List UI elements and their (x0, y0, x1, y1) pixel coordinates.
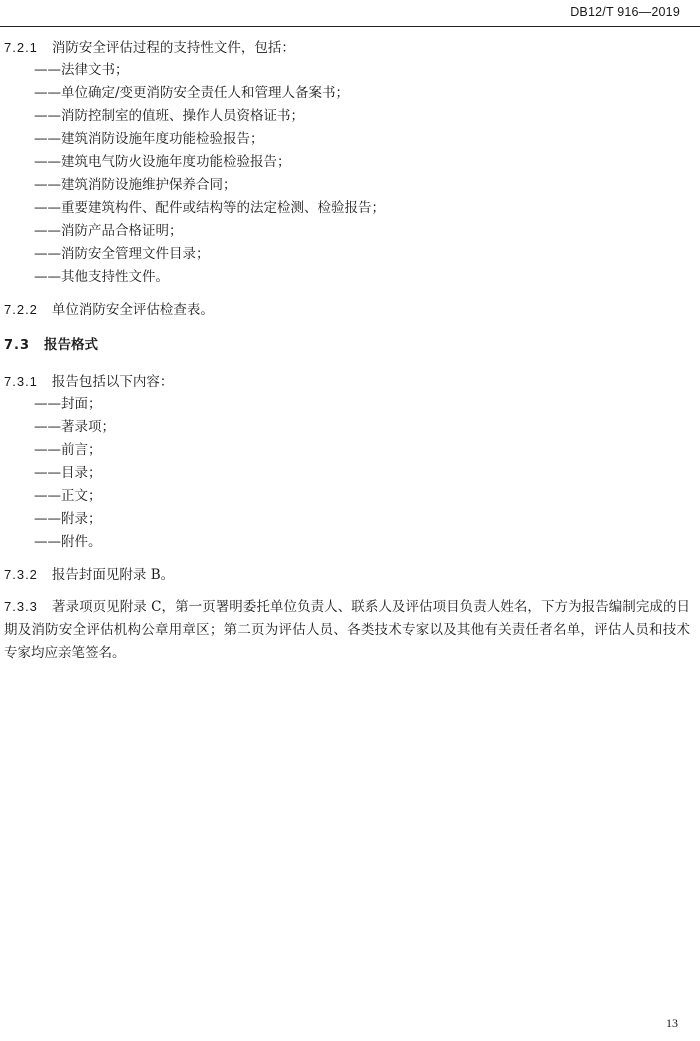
clause-number: 7.2.1 (4, 40, 38, 55)
list-item: ——消防控制室的值班、操作人员资格证书； (34, 108, 304, 124)
clause-number: 7.2.2 (4, 302, 38, 317)
clause-number: 7.3.1 (4, 374, 38, 389)
clause-text: 著录项页见附录 C，第一页署明委托单位负责人、联系人及评估项目负责人姓名，下方为报告编制完成的日期及消防安全评估机构公章用章区；第二页为评估人员、各类技术专家以及其他有关责任者名单，评估人员和技术专家均应亲笔签名。 (4, 599, 690, 661)
list-item: ——前言； (34, 442, 102, 458)
section-7-3-heading (4, 334, 690, 357)
section-number: 7.3 (4, 338, 31, 353)
clause-7-2-1 (4, 36, 690, 59)
clause-text: 报告封面见附录 B。 (51, 567, 175, 583)
clause-7-3-3 (4, 595, 690, 665)
clause-number: 7.3.2 (4, 567, 38, 582)
clause-number: 7.3.3 (4, 599, 38, 614)
list-item: ——其他支持性文件。 (34, 269, 169, 285)
header-divider (0, 26, 700, 27)
page-content (4, 36, 690, 665)
document-code-header: DB12/T 916—2019 (570, 5, 680, 19)
section-title: 报告格式 (44, 337, 99, 353)
clause-text: 消防安全评估过程的支持性文件，包括： (51, 40, 295, 56)
list-item: ——建筑消防设施年度功能检验报告； (34, 131, 264, 147)
list-item: ——重要建筑构件、配件或结构等的法定检测、检验报告； (34, 200, 385, 216)
list-item: ——附录； (34, 511, 102, 527)
list-item: ——法律文书； (34, 62, 129, 78)
list-item: ——封面； (34, 396, 102, 412)
clause-text: 单位消防安全评估检查表。 (51, 302, 214, 318)
list-item: ——消防产品合格证明； (34, 223, 183, 239)
list-item: ——建筑消防设施维护保养合同； (34, 177, 237, 193)
list-item: ——消防安全管理文件目录； (34, 246, 210, 262)
page-number: 13 (666, 1016, 678, 1030)
list-item: ——附件。 (34, 534, 102, 550)
clause-7-3-1 (4, 370, 690, 393)
list-item: ——目录； (34, 465, 102, 481)
list-item: ——单位确定/变更消防安全责任人和管理人备案书； (34, 85, 350, 101)
clause-7-2-2 (4, 298, 690, 321)
clause-7-3-2 (4, 563, 690, 586)
clause-text: 报告包括以下内容： (51, 374, 174, 390)
list-item: ——建筑电气防火设施年度功能检验报告； (34, 154, 291, 170)
list-item: ——正文； (34, 488, 102, 504)
list-item: ——著录项； (34, 419, 115, 435)
